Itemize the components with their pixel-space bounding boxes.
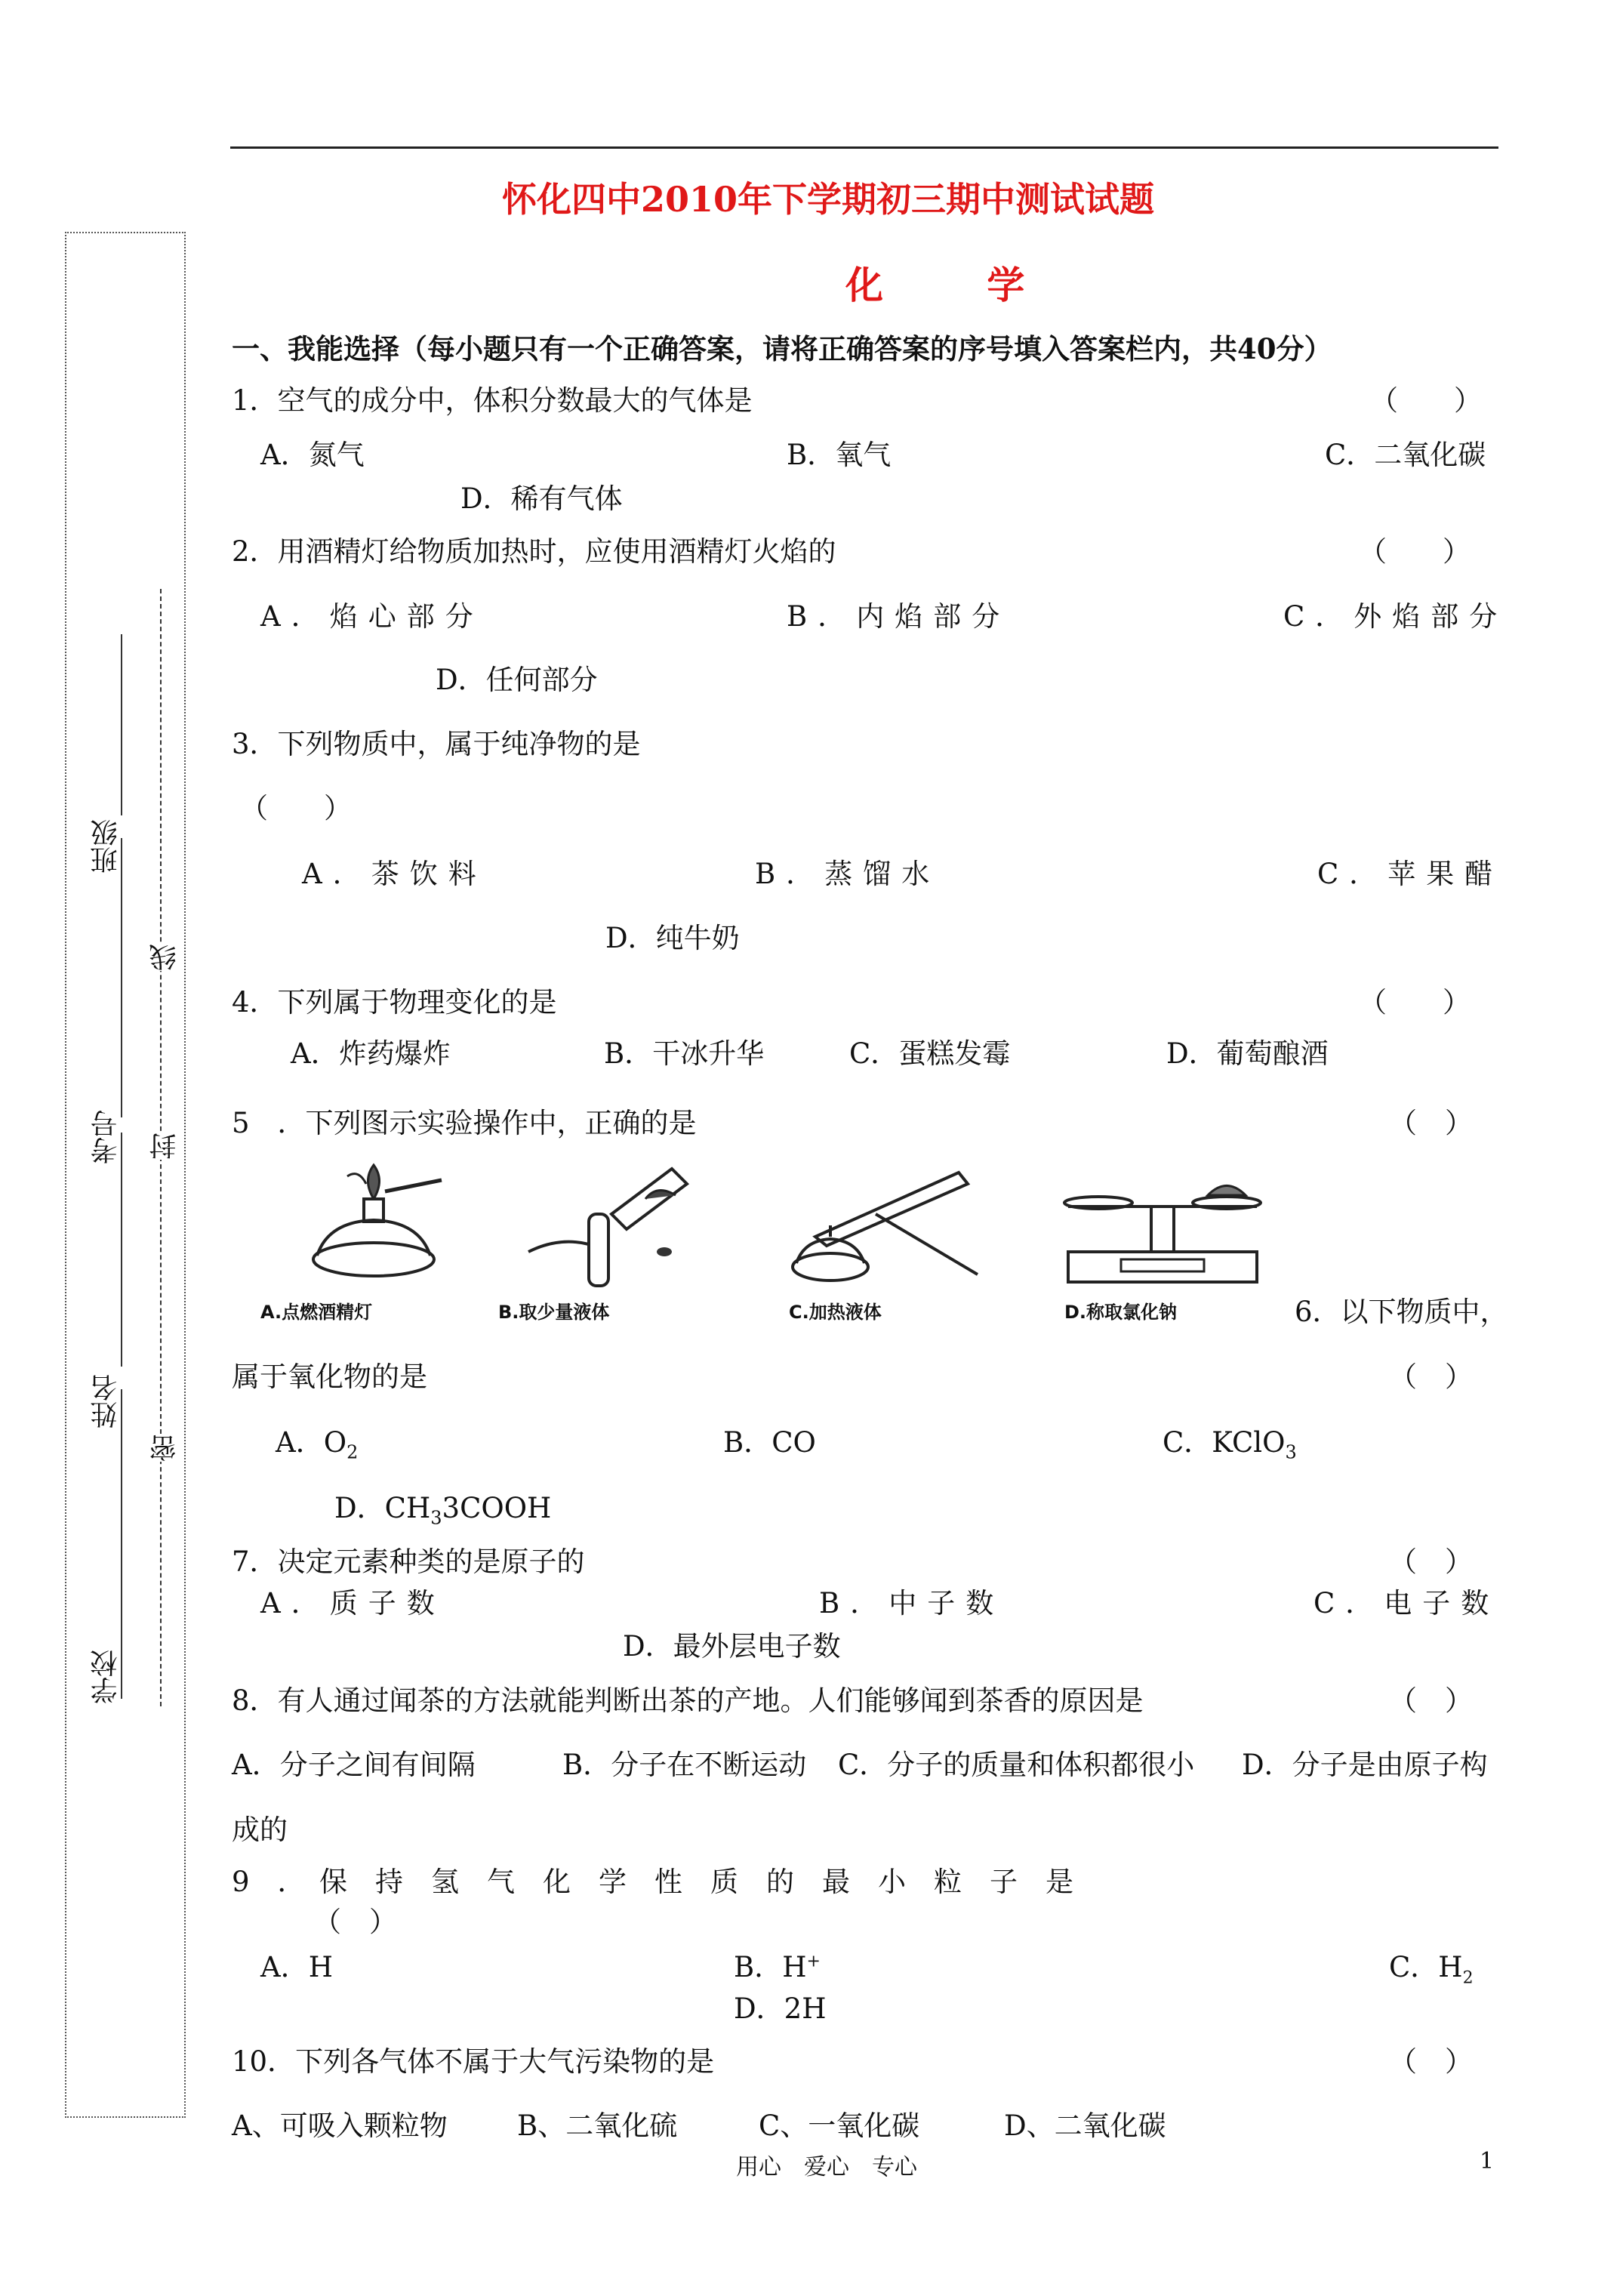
question-1-paren: （ ） [1370,384,1482,417]
q1-option-a: A．氮气 [260,439,365,471]
heating-liquid-illustration [785,1161,981,1290]
q4-option-a: A．炸药爆炸 [291,1037,451,1070]
q4-option-d: D．葡萄酿酒 [1166,1037,1329,1070]
q7-option-a: A．质子数 [260,1587,445,1620]
q3-option-b: B．蒸馏水 [755,858,941,890]
question-10-stem: 10．下列各气体不属于大气污染物的是 [232,2045,715,2078]
seal-mi-label: 密 [146,1435,184,1462]
question-7-paren: （ ） [1389,1546,1473,1578]
page-number: 1 [1480,2148,1495,2174]
q3-option-a: A．茶饮料 [302,858,487,890]
blank-school-line [121,1389,122,1699]
page-title: 怀化四中2010年下学期初三期中测试试题 [502,179,1155,220]
q9-option-a: A．H [260,1951,333,1983]
question-5-paren: （ ） [1389,1107,1473,1139]
illustration-b-caption: B.取少量液体 [498,1302,610,1323]
q2-option-d: D．任何部分 [436,664,598,696]
q4-option-c: C．蛋糕发霉 [849,1037,1011,1070]
blank-name-line [121,1133,122,1367]
q7-option-c: C．电子数 [1313,1587,1500,1620]
q9-option-b: B．H+ [734,1951,821,1983]
q8-option-d-continued: 成的 [232,1814,288,1846]
illustration-c-caption: C.加热液体 [789,1302,882,1323]
question-4-paren: （ ） [1359,986,1471,1019]
binding-name-label: 姓名 [91,1374,122,1428]
seal-xian-label: 线 [146,944,184,971]
binding-strip [65,232,186,2118]
question-6-paren: （ ） [1389,1361,1473,1393]
q6-option-a: A．$O_2$ [276,1426,359,1463]
question-9-stem: 9 ． 保 持 氢 气 化 学 性 质 的 最 小 粒 子 是 [232,1866,1074,1898]
q7-option-b: B．中子数 [819,1587,1005,1620]
alcohol-lamp-lighting-illustration [302,1161,453,1290]
q6-option-c: C．KClO$_3$ [1163,1426,1297,1463]
q2-option-b: B．内焰部分 [787,600,1011,633]
question-1-stem: 1．空气的成分中，体积分数最大的气体是 [232,384,753,417]
q9-option-d: D．2H [734,1992,827,2025]
q10-option-c: C、一氧化碳 [759,2110,920,2142]
q10-option-b: B、二氧化硫 [517,2110,678,2142]
q3-option-c: C．苹果醋 [1317,858,1504,890]
question-8-paren: （ ） [1389,1684,1473,1717]
q8-option-c: C．分子的质量和体积都很小 [838,1749,1195,1781]
question-5-stem: 5 ．下列图示实验操作中，正确的是 [232,1107,697,1139]
q8-option-b: B．分子在不断运动 [562,1749,807,1781]
q9-option-c: C．$H_2$ [1389,1951,1474,1988]
q6-option-b: B．CO [723,1426,816,1459]
section-heading: 一、我能选择（每小题只有一个正确答案，请将正确答案的序号填入答案栏内，共40分） [232,332,1332,365]
q8-option-d: D．分子是由原子构 [1242,1749,1488,1781]
question-2-paren: （ ） [1359,535,1471,568]
binding-class-label: 班级 [91,819,122,874]
footer-motto: 用心 爱心 专心 [736,2154,917,2180]
illustration-d-caption: D.称取氯化钠 [1064,1302,1178,1323]
blank-exam-no-line [121,838,122,1117]
q7-option-d: D．最外层电子数 [623,1630,841,1663]
binding-exam-no-label: 考号 [91,1110,122,1164]
question-9-paren: （ ） [313,1906,397,1938]
blank-class-line [121,634,122,815]
q2-option-a: A．焰心部分 [260,600,484,633]
question-6-stem-part1: 6．以下物质中， [1295,1296,1508,1328]
q1-option-b: B．氧气 [787,439,892,471]
q10-option-a: A、可吸入颗粒物 [232,2110,448,2142]
question-4-stem: 4．下列属于物理变化的是 [232,986,557,1019]
top-rule [230,146,1498,149]
q3-option-d: D．纯牛奶 [605,922,740,954]
q1-option-d: D．稀有气体 [460,482,623,515]
q4-option-b: B．干冰升华 [604,1037,765,1070]
q2-option-c: C．外焰部分 [1283,600,1508,633]
q6-option-d: D．$CH_33COOH$ [334,1492,552,1529]
question-6-stem-part2: 属于氧化物的是 [232,1361,427,1393]
q1-option-c: C．二氧化碳 [1325,439,1486,471]
question-3-paren: （ ） [240,792,352,824]
q8-option-a: A．分子之间有间隔 [232,1749,476,1781]
q10-option-d: D、二氧化碳 [1004,2110,1166,2142]
binding-school-label: 学校 [91,1650,122,1704]
illustration-a-caption: A.点燃酒精灯 [260,1302,373,1323]
seal-feng-label: 封 [146,1133,184,1160]
question-2-stem: 2．用酒精灯给物质加热时，应使用酒精灯火焰的 [232,535,836,568]
question-3-stem: 3．下列物质中，属于纯净物的是 [232,728,641,760]
question-10-paren: （ ） [1389,2045,1473,2078]
weighing-balance-illustration [1053,1161,1272,1290]
question-7-stem: 7．决定元素种类的是原子的 [232,1546,585,1578]
liquid-pouring-illustration [513,1161,694,1290]
subject-title: 化 学 [845,263,1070,307]
question-8-stem: 8．有人通过闻茶的方法就能判断出茶的产地。人们能够闻到茶香的原因是 [232,1684,1144,1717]
